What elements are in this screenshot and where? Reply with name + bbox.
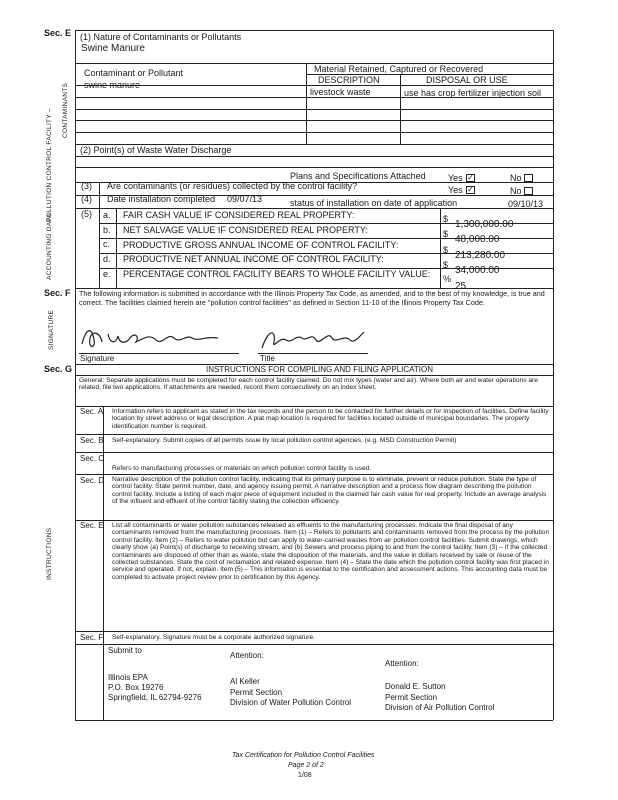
plans-no-checkbox[interactable] [524,174,533,182]
instruction-text: List all contaminants or water pollution substances released as effluents to the manufacturing processes. Indicate the final disposal of any contaminants removed from the manufacturing processes. Item (1) – Refers to pollutants and contaminants removed from the process by the pollution control facility. Item (2) – Refers to water pollution but can apply to water-carried wastes from air pollution control facilities. Submit drawings, which clearly show (a) Point(s) of discharge to receiving stream, and (b) Sewers and process piping to and from the control facility. Item (3) – If the collected contaminants are disposed of other than as waste, state the disposition of the materials, and the value in dollars received by sale or reuse of the collected substances. State the cost of reclamation and related expense. Item (4) – State the date which the pollution control facility was first placed in service and operated. If not, explain. Item (5) – This information is essential to the certification and assessment actions. This accounting data must be completed to activate project review prior to certification by this Agency. [112,522,550,581]
plans-no-label: No [510,173,522,183]
footer-revision: 1/08 [298,772,312,779]
instruction-label: Sec. D [80,476,105,485]
agency-name: Illinois EPA [108,673,148,682]
sec-g-label: Sec. G [44,364,73,374]
accounting-symbol: % [443,274,452,284]
nature-of-contaminants-value[interactable]: Swine Manure [81,43,145,54]
attention-label-air: Attention: [385,659,419,668]
nature-of-contaminants-label: (1) Nature of Contaminants or Pollutants [80,32,242,42]
general-instructions: General: Separate applications must be completed for each control facility claimed. Do not mix types (water and air). Where both air and water operations are related, file two applications. If attachments are needed, record them consecutively on an index sheet. [79,377,538,392]
q3-no-checkbox[interactable] [524,187,533,195]
pollution-control-side-label: POLLUTION CONTROL FACILITY – [46,108,53,222]
q5-number: (5) [81,209,92,219]
q3-no-label: No [510,186,522,196]
plans-attached-label: Plans and Specifications Attached [290,171,426,181]
instruction-text: Refers to manufacturing processes or materials on which pollution control facility is used. [112,465,372,472]
instruction-text: Narrative description of the pollution control facility, indicating that its primary purpose is to eliminate, prevent or reduce pollution. State the type of control facility. State permit number, date, and agency issuing permit. A narrative description and a process flow diagram describing the pollution control facility. Include a listing of each major piece of equipment included in the claimed fair cash value for real property. Include an average analysis of the influent and effluent of the control facility stating the collection efficiency. [112,476,547,506]
instruction-label: Sec. B [80,436,104,445]
accounting-symbol: $ [443,245,449,255]
accounting-data-side-label: ACCOUNTING DATA [46,213,53,280]
signature-caption: Signature [80,354,115,363]
instruction-label: Sec. A [80,407,104,416]
accounting-letter: b. [103,225,111,235]
plans-yes-checkbox[interactable]: ✓ [467,173,474,182]
contaminant-column-header: Contaminant or Pollutant [84,68,184,78]
material-retained-header: Material Retained, Captured or Recovered [314,64,484,74]
instructions-side-label: INSTRUCTIONS [46,527,53,580]
accounting-value[interactable]: 1,300,000.00 [455,219,514,230]
certification-text: The following information is submitted in accordance with the Illinois Property Tax Code, as amended, and to the best of my knowledge, is true and correct. The facilities claimed herein are "pollution control facilities" as defined in Section 11-10 of the Illinois Property Tax Code. [79,289,545,307]
agency-po-box: P.O. Box 19276 [108,683,164,692]
attention-label-water: Attention: [230,651,264,660]
instruction-label: Sec. E [80,521,104,530]
sec-e-label: Sec. E [44,28,72,38]
water-contact-unit: Permit Section [230,688,283,697]
contaminant-cell[interactable]: swine manure [84,80,141,90]
accounting-label: PRODUCTIVE GROSS ANNUAL INCOME OF CONTROL FACILITY: [123,240,399,250]
accounting-label: PRODUCTIVE NET ANNUAL INCOME OF CONTROL FACILITY: [123,254,384,264]
q4-completed-date[interactable]: 09/07/13 [227,194,263,204]
accounting-letter: d. [103,254,111,264]
q4-status-label: status of installation on date of application [290,198,458,208]
instructions-heading: INSTRUCTIONS FOR COMPILING AND FILING APPLICATION [206,365,433,374]
instruction-text: Self-explanatory. Submit copies of all permits issue by local pollution control agencies. (e.g. MSD Construction Permit) [112,437,457,444]
water-contact-division: Division of Water Pollution Control [230,698,352,707]
instruction-text: Self-explanatory. Signature must be a corporate authorized signature. [112,634,315,641]
air-contact-unit: Permit Section [385,693,438,702]
accounting-label: PERCENTAGE CONTROL FACILITY BEARS TO WHOLE FACILITY VALUE: [123,269,431,279]
accounting-letter: c. [103,239,111,249]
signature-side-label: SIGNATURE [48,309,55,350]
q4-number: (4) [81,194,92,204]
submit-to-label: Submit to [108,646,142,655]
description-column-header: DESCRIPTION [318,75,380,85]
accounting-letter: a. [103,210,111,220]
q3-text: Are contaminants (or residues) collected by the control facility? [107,181,358,191]
q4-application-date[interactable]: 09/10/13 [508,199,544,209]
accounting-symbol: $ [443,229,449,239]
instruction-text: Information refers to applicant as stated in the tax records and the person to be contacted for further details or for inspection of facilities. Define facility location by street address or legal description. A plat map location is required for facilities located outside of municipal boundaries. The property identification number is required. [112,408,549,430]
q3-number: (3) [81,181,92,191]
accounting-value[interactable]: 213,280.00 [455,250,506,261]
sec-f-label: Sec. F [44,288,71,298]
accounting-value[interactable]: 25 [455,281,467,292]
signature-mark [78,322,228,354]
accounting-label: NET SALVAGE VALUE IF CONSIDERED REAL PROPERTY: [123,225,368,235]
disposal-cell[interactable]: use has crop fertilizer injection soil [404,88,542,98]
description-cell[interactable]: livestock waste [310,87,371,97]
accounting-value[interactable]: 48,000.00 [455,234,500,245]
q4-completed-label: Date installation completed [107,194,216,204]
accounting-symbol: $ [443,214,449,224]
title-mark [258,322,368,354]
accounting-letter: e. [103,269,111,279]
water-contact-name: Al Keller [230,677,260,686]
q3-yes-checkbox[interactable]: ✓ [467,185,474,194]
accounting-symbol: $ [443,260,449,270]
footer-page-number: Page 2 of 2 [288,762,324,769]
accounting-label: FAIR CASH VALUE IF CONSIDERED REAL PROPERTY: [123,210,355,220]
disposal-column-header: DISPOSAL OR USE [426,75,508,85]
air-contact-division: Division of Air Pollution Control [385,703,495,712]
instruction-label: Sec. F [80,633,104,642]
contaminants-side-label: CONTAMINANTS [62,82,69,138]
air-contact-name: Donald E. Sutton [385,682,446,691]
agency-city: Springfield, IL 62794-9276 [108,693,202,702]
footer-form-title: Tax Certification for Pollution Control Facilities [232,752,375,759]
plans-yes-label: Yes [448,173,463,183]
instruction-label: Sec. C [80,454,105,463]
accounting-value[interactable]: 34,000.00 [455,265,500,276]
title-caption: Title [260,354,275,363]
discharge-points-label: (2) Point(s) of Waste Water Discharge [80,145,232,155]
q3-yes-label: Yes [448,185,463,195]
